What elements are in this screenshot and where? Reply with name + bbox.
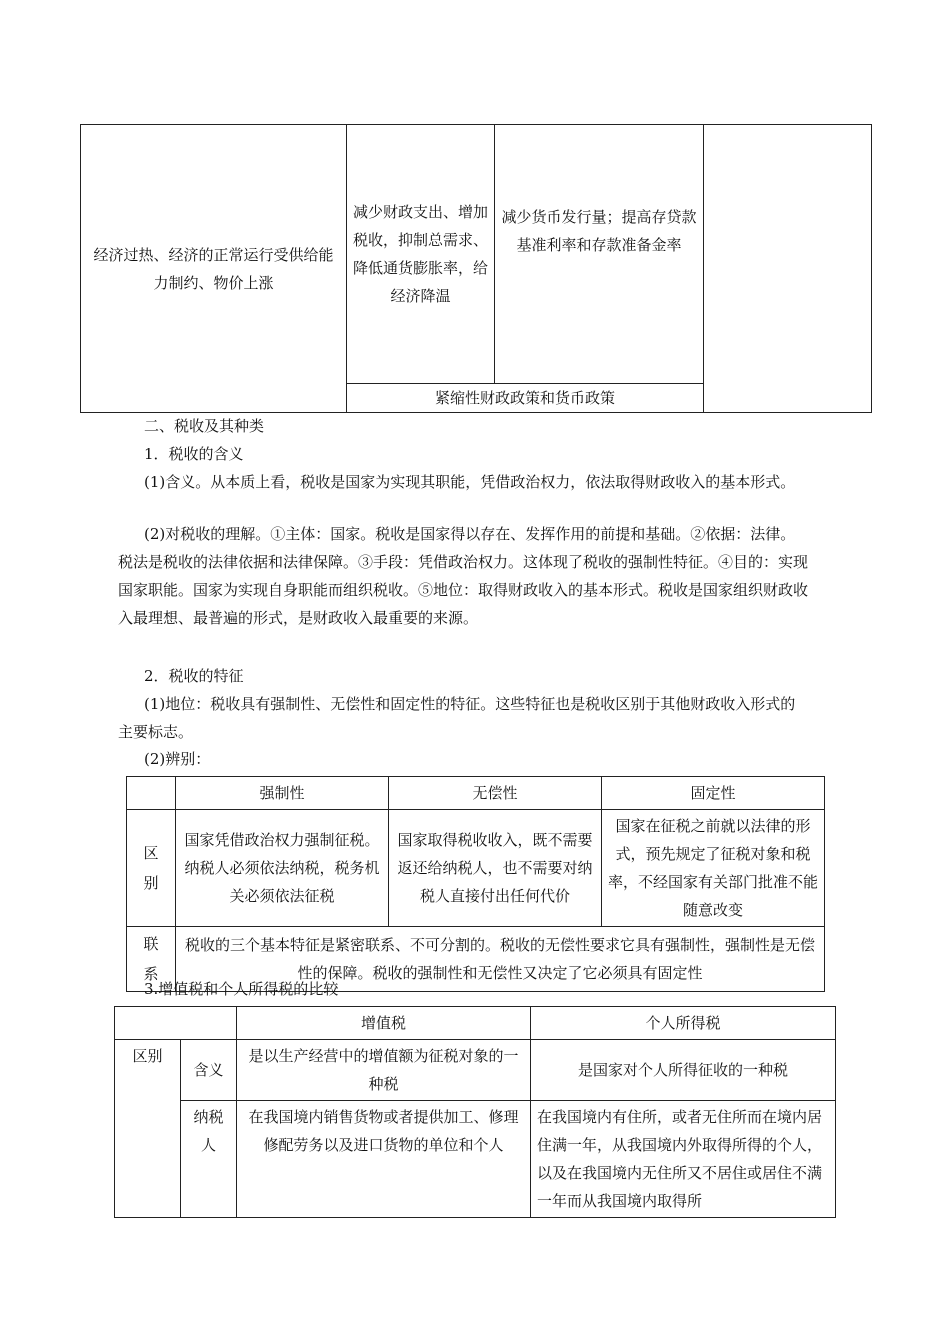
header-cell: 强制性 [176,777,389,810]
row-label: 联系 [127,927,176,992]
subsection-1: 1．税收的含义 [144,445,244,463]
feature-cell: 国家在征税之前就以法律的形式，预先规定了征税对象和税率，不经国家有关部门批准不能随意改变 [602,810,825,927]
situation-cell [81,125,347,413]
paragraph-1: (1)含义。从本质上看，税收是国家为实现其职能，凭借政治权力，依法取得财政收入的基本形式。 [144,473,796,491]
header-cell: 个人所得税 [531,1007,836,1040]
policy-name-cell [347,384,704,413]
corner-cell [127,777,176,810]
header-cell: 无偿性 [389,777,602,810]
fiscal-cell [347,125,495,384]
paragraph-3: (1)地位：税收具有强制性、无偿性和固定性的特征。这些特征也是税收区别于其他财政收入形式的主要标志。 [118,695,796,741]
subsection-2: 2．税收的特征 [144,667,244,685]
row-label: 纳税人 [181,1101,237,1218]
policy-table [80,124,872,413]
subsection-3: 3.增值税和个人所得税的比较 [144,980,339,998]
header-cell: 固定性 [602,777,825,810]
monetary-text: 减少货币发行量；提高存贷款基准利率和存款准备金率 [501,208,697,254]
relation-cell: 税收的三个基本特征是紧密联系、不可分割的。税收的无偿性要求它具有强制性，强制性是无偿性的保障。税收的强制性和无偿性又决定了它必须具有固定性 [176,927,825,992]
empty-cell [704,125,872,413]
row-label: 含义 [181,1040,237,1101]
paragraph-2: (2)对税收的理解。①主体：国家。税收是国家得以存在、发挥作用的前提和基础。②依据：法律。税法是税收的法律依据和法律保障。③手段：凭借政治权力。这体现了税收的强制性特征。④目的：实现国家职能。国家为实现自身职能而组织税收。⑤地位：取得财政收入的基本形式。税收是国家组织财政收入最理想、最普遍的形式，是财政收入最重要的来源。 [118,525,809,627]
vat-pit-table [114,1006,836,1218]
section-title: 二、税收及其种类 [144,417,265,435]
policy-name: 紧缩性财政政策和货币政策 [434,389,615,407]
fiscal-text: 减少财政支出、增加税收，抑制总需求、降低通货膨胀率，给经济降温 [353,203,489,305]
row-label: 区别 [127,810,176,927]
monetary-cell [495,125,704,384]
vat-cell: 在我国境内销售货物或者提供加工、修理修配劳务以及进口货物的单位和个人 [237,1101,531,1218]
group-label: 区别 [115,1040,181,1218]
paragraph-4: (2)辨别： [144,750,211,768]
pit-cell: 是国家对个人所得征收的一种税 [531,1040,836,1101]
feature-cell: 国家取得税收收入，既不需要返还给纳税人，也不需要对纳税人直接付出任何代价 [389,810,602,927]
situation-text: 经济过热、经济的正常运行受供给能力制约、物价上涨 [93,245,334,292]
tax-features-table [126,776,825,992]
corner-cell [115,1007,237,1040]
pit-cell: 在我国境内有住所，或者无住所而在境内居住满一年，从我国境内外取得所得的个人，以及在我国境内无住所又不居住或居住不满一年而从我国境内取得所 [531,1101,836,1218]
header-cell: 增值税 [237,1007,531,1040]
feature-cell: 国家凭借政治权力强制征税。纳税人必须依法纳税，税务机关必须依法征税 [176,810,389,927]
vat-cell: 是以生产经营中的增值额为征税对象的一种税 [237,1040,531,1101]
